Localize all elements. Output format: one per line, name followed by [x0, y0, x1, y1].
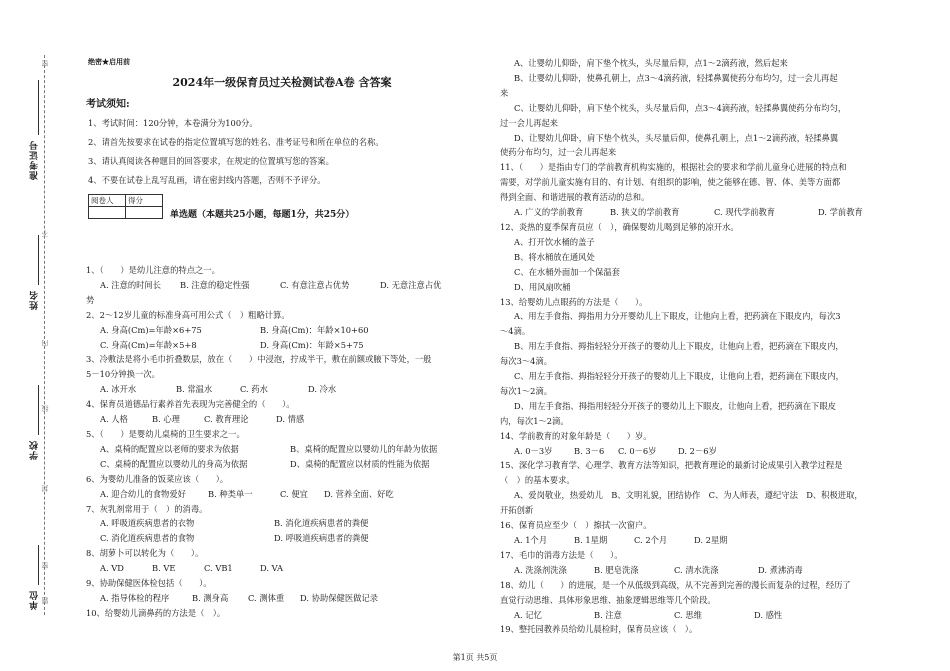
option: A. 人格 — [100, 414, 128, 425]
option: A、桌椅的配置应以老师的要求为依据 — [100, 443, 239, 454]
option: B. VE — [152, 563, 176, 574]
option: D. 2星期 — [694, 535, 728, 545]
option: D. 2－6岁 — [678, 445, 717, 456]
margin-char: 内 — [41, 340, 49, 347]
option: B、将水桶放在通风处 — [514, 251, 595, 262]
question-continued: 需要，对学前儿童实施有目的、有计划、有组织的影响，使之能够在德、智、体、美等方面都 — [500, 177, 841, 188]
option: C. 有意注意占优势 — [280, 279, 350, 290]
question: 5、（ ）是婴幼儿桌椅的卫生要求之一。 — [86, 428, 245, 439]
options — [86, 561, 478, 576]
notice-heading: 考试须知: — [86, 99, 130, 110]
option: D. 学前教育 — [818, 207, 863, 218]
question: 12、炎热的夏季保育员应（ ），确保婴幼儿喝到足够的凉开水。 — [500, 221, 739, 232]
question: 13、给婴幼儿点眼药的方法是（ ）。 — [500, 296, 648, 307]
option: C、桌椅的配置应以婴幼儿的身高为依据 — [100, 458, 248, 469]
option: B. 1星期 — [574, 535, 608, 545]
question: 4、保育员道德品行素养首先表现为完善健全的（ ）。 — [86, 399, 295, 410]
option: A. 1个月 — [514, 535, 548, 545]
option: B. 测身高 — [192, 592, 229, 603]
option: A. 记忆 — [514, 609, 542, 620]
option: B. 心理 — [152, 414, 180, 425]
notice-item: 2、请首先按要求在试卷的指定位置填写您的姓名、准考证号和所在单位的名称。 — [88, 137, 384, 147]
option: D. 营养全面、好吃 — [324, 488, 394, 499]
question: 3、冷敷法是将小毛巾折叠数层，放在（ ）中浸泡，拧成半干，敷在前额或腋下等处，一般 — [86, 354, 432, 365]
option-continued: 来 — [500, 87, 509, 98]
question: 11、（ ）是指由专门的学前教育机构实施的，根据社会的要求和学前儿童身心进展的特点和 — [500, 162, 847, 173]
notice-item: 3、请认真阅读各种题目的回答要求，在规定的位置填写您的答案。 — [88, 156, 334, 166]
question: 8、胡萝卜可以转化为（ ）。 — [86, 548, 204, 559]
option: C、在水桶外面加一个保温套 — [514, 266, 620, 277]
option: A、爱岗敬业，热爱幼儿 B、文明礼貌，团结协作 C、为人师表，遵纪守法 D、积极进取， — [514, 490, 863, 501]
margin-char: 不 — [41, 230, 49, 237]
options — [86, 442, 478, 457]
unit-blank — [38, 545, 39, 585]
question: 16、保育员应至少（ ）擦拭一次窗户。 — [500, 520, 652, 531]
option: C. 教育理论 — [204, 414, 249, 425]
school-label: 学校 — [30, 440, 40, 460]
option: C. 现代学前教育 — [714, 207, 776, 218]
option-continued: ～4滴。 — [500, 326, 531, 337]
question: 19、整托园教养员给幼儿晨检时，保育员应该（ ）。 — [500, 624, 698, 635]
option-continued: 势 — [86, 294, 95, 305]
options — [86, 516, 478, 531]
question-continued: 直觉行动思维、具体形象思维、抽象逻辑思维等几个阶段。 — [500, 594, 716, 605]
question: 10、给婴幼儿滴鼻药的方法是（ ）。 — [86, 607, 226, 618]
exam-number-label: 准考证号 — [30, 140, 40, 180]
option: C. 2个月 — [634, 535, 668, 545]
options — [500, 563, 916, 578]
option: B. 消化道疾病患者的粪便 — [274, 518, 369, 529]
option: B. 种类单一 — [208, 488, 253, 499]
unit-label: 单位 — [30, 590, 40, 610]
option: D、用风扇吹桶 — [514, 281, 571, 292]
options — [500, 444, 916, 459]
option: A. 冰开水 — [100, 384, 137, 395]
option: A、让婴幼儿仰卧，肩下垫个枕头，头尽量后仰，点1～2滴药液，然后起来 — [514, 58, 788, 68]
option: D. 冷水 — [308, 384, 337, 395]
options — [86, 382, 478, 397]
section-heading: 单选题（本题共25小题，每题1分，共25分） — [170, 210, 355, 220]
option: C. 消化道疾病患者的食物 — [100, 533, 195, 544]
option: B、桌椅的配置应以婴幼儿的年龄为依据 — [290, 443, 438, 454]
grader-cell — [89, 207, 126, 219]
option: D. 煮沸消毒 — [758, 564, 803, 575]
option: A. 呼吸道疾病患者的衣物 — [100, 518, 195, 529]
margin-char: 密 — [41, 60, 49, 67]
option: C、让婴幼儿仰卧，肩下垫个枕头，头尽量后仰，点3～4滴药液，轻揉鼻翼使药分布均匀， — [514, 102, 847, 113]
score-header: 得分 — [126, 195, 163, 207]
seal-line — [44, 55, 45, 615]
option: C、用左手食指、拇指轻轻分开孩子的婴幼儿上下眼皮，让他向上看，把药滴在下眼皮内， — [514, 371, 844, 382]
option-continued: 使药分布均匀，过一会儿再起来 — [500, 147, 617, 158]
option: D、桌椅的配置应以材质的性能为依据 — [290, 458, 430, 469]
option: A、用左手食指、拇指用力分开婴幼儿上下眼皮，让他向上看，把药滴在下眼皮内，每次3 — [514, 311, 841, 322]
option: B. 狭义的学前教育 — [610, 207, 680, 218]
exam-number-blank — [38, 80, 39, 135]
option: A. 洗涤剂洗涤 — [514, 564, 567, 575]
question-list-right — [500, 56, 916, 637]
option: D. 感性 — [754, 609, 783, 620]
question: 17、毛巾的消毒方法是（ ）。 — [500, 549, 623, 560]
option: A. 广义的学前教育 — [514, 207, 584, 218]
option: A、打开饮水桶的盖子 — [514, 236, 595, 247]
score-cell — [126, 207, 163, 219]
option: D、让婴幼儿仰卧，肩下垫个枕头，头尽量后仰，使鼻孔朝上，点1～2滴药液，轻揉鼻翼 — [514, 132, 839, 143]
option-continued: 每次3～4滴。 — [500, 356, 553, 367]
name-blank — [38, 235, 39, 285]
option: B. 注意 — [594, 609, 622, 620]
question-continued: 得到全面、和谐进展的教育活动的总和。 — [500, 192, 650, 203]
margin-char: 封 — [41, 485, 49, 492]
option: B、让婴幼儿仰卧，使鼻孔朝上，点3～4滴药液，轻揉鼻翼使药分布均匀，过一会儿再起 — [514, 72, 838, 83]
option: A. 身高(Cm)=年龄×6+75 — [100, 324, 202, 335]
option: B. 3－6 — [574, 445, 605, 456]
options — [500, 608, 916, 623]
option-continued: 内，每次1～2滴。 — [500, 415, 569, 426]
option: D、用左手食指、拇指用轻轻分开孩子的婴幼儿上下眼皮，让他向上看，把药滴在下眼皮 — [514, 400, 836, 411]
question-list-left — [86, 263, 478, 621]
notice-item: 4、不要在试卷上乱写乱画，请在密封线内答题，否则不予评分。 — [88, 175, 326, 185]
options — [86, 278, 478, 293]
option-continued: 每次1～2滴。 — [500, 385, 553, 396]
option: C. 身高(Cm)=年龄×5+8 — [100, 339, 197, 350]
option: D. VA — [260, 563, 284, 574]
option: C. VB1 — [204, 563, 233, 574]
option: D. 呼吸道疾病患者的粪便 — [274, 533, 369, 544]
options — [500, 533, 916, 548]
options — [86, 591, 478, 606]
option: D. 无意注意占优 — [380, 279, 442, 290]
option: A. 注意的时间长 — [100, 279, 162, 290]
question: 7、灰乳剂常用于（ ）的消毒。 — [86, 503, 208, 514]
options — [86, 457, 478, 472]
margin-char: 题 — [41, 597, 49, 604]
options — [86, 338, 478, 353]
margin-char: 线 — [41, 405, 49, 412]
option: A. VD — [100, 563, 124, 574]
option: B、用左手食指、拇指轻轻分开孩子的婴幼儿上下眼皮，让他向上看，把药滴在下眼皮内， — [514, 341, 844, 352]
option: C. 清水洗涤 — [674, 564, 719, 575]
binding-margin — [0, 0, 62, 671]
option: C. 便宜 — [280, 488, 308, 499]
question: 14、学前教育的对象年龄是（ ）岁。 — [500, 430, 652, 441]
option: B. 肥皂洗涤 — [594, 564, 639, 575]
question: 9、协助保健医体检包括（ ）。 — [86, 578, 212, 589]
option: A. 0－3岁 — [514, 445, 553, 456]
question: 6、为婴幼儿准备的饭菜应该（ ）。 — [86, 473, 229, 484]
name-label: 姓名 — [30, 290, 40, 310]
option-continued: 开拓创新 — [500, 505, 534, 516]
option: D. 协助保健医做记录 — [300, 592, 379, 603]
margin-char: 密 — [41, 562, 49, 569]
school-blank — [38, 385, 39, 435]
option: A. 迎合幼儿的食物爱好 — [100, 488, 186, 499]
option: C. 思维 — [674, 609, 702, 620]
option: D. 情感 — [276, 414, 305, 425]
option: A. 指导体检的程序 — [100, 592, 170, 603]
question: 18、幼儿（ ）的进展，是一个从低级到高级，从不完善到完善的漫长而复杂的过程，经历了 — [500, 579, 851, 590]
secret-mark: 绝密★启用前 — [88, 57, 130, 66]
page-number: 第1页 共5页 — [452, 653, 498, 662]
grader-header: 阅卷人 — [89, 195, 126, 207]
options — [500, 205, 916, 220]
option: D. 身高(Cm)：年龄×5+75 — [260, 339, 364, 350]
option: B. 身高(Cm)：年龄×10+60 — [260, 324, 369, 335]
options — [86, 323, 478, 338]
options — [86, 531, 478, 546]
option: B. 注意的稳定性强 — [180, 279, 250, 290]
options — [86, 412, 478, 427]
question: 2、2～12岁儿童的标准身高可用公式（ ）粗略计算。 — [86, 309, 290, 320]
page-title: 2024年一级保育员过关检测试卷A卷 含答案 — [172, 76, 392, 89]
question: 15、深化学习教育学、心理学、教育方法等知识，把教育理论的最新讨论成果引入教学过程是 — [500, 460, 843, 471]
option-continued: 过一会儿再起来 — [500, 117, 559, 128]
notice-item: 1、考试时间：120分钟，本卷满分为100分。 — [88, 118, 258, 128]
question-continued: 5－10分钟换一次。 — [86, 369, 160, 380]
question-continued: （ ）的基本要求。 — [500, 475, 575, 486]
question: 1、（ ）是幼儿注意的特点之一。 — [86, 265, 220, 275]
options — [86, 487, 478, 502]
option: B. 常温水 — [176, 384, 213, 395]
option: C. 药水 — [240, 384, 268, 395]
option: C. 测体重 — [248, 592, 285, 603]
score-table — [88, 194, 163, 219]
option: C. 0－6岁 — [618, 445, 657, 456]
